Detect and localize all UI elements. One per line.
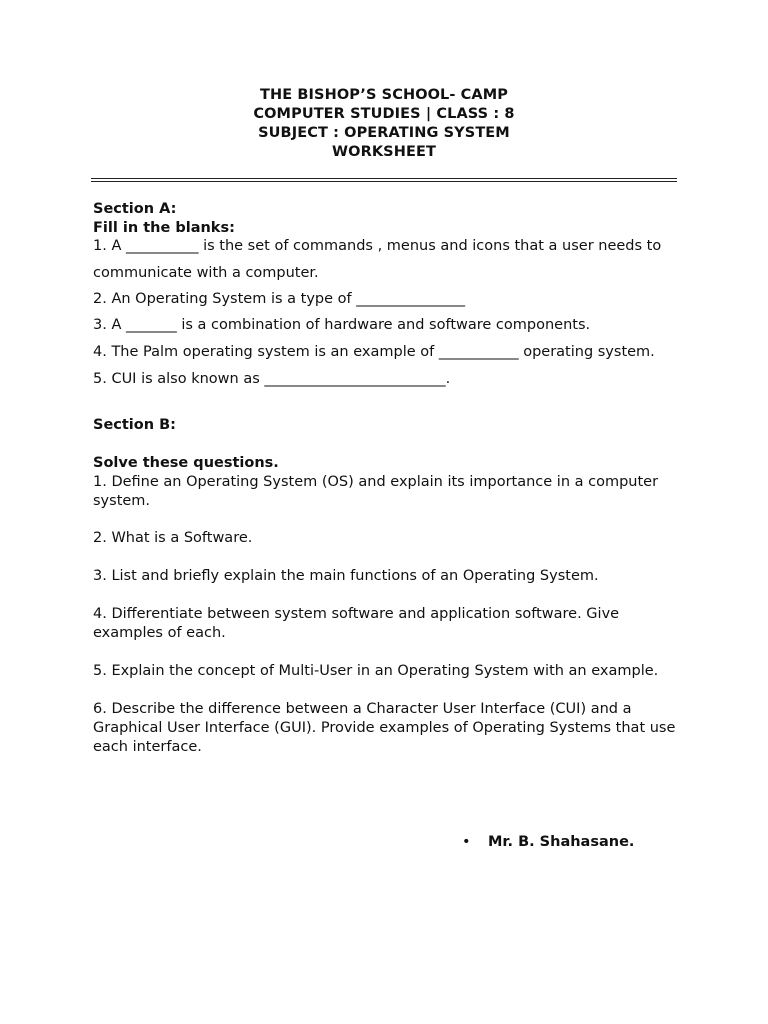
section-b-q4: 4. Differentiate between system software and application software. Give examples of each.: [93, 606, 620, 641]
bullet-icon: •: [462, 834, 471, 850]
section-a-instruction: Fill in the blanks:: [93, 220, 235, 236]
section-b-instruction: Solve these questions.: [93, 455, 279, 471]
section-b-q6: 6. Describe the difference between a Character User Interface (CUI) and a Graphical User Interface (GUI). Provide examples of Operating Systems that use each interface.: [93, 701, 676, 755]
teacher-signature: [462, 833, 634, 852]
section-a-q1-line2: communicate with a computer.: [93, 265, 319, 281]
section-b-q5: 5. Explain the concept of Multi-User in an Operating System with an example.: [93, 663, 659, 679]
subject-line: SUBJECT : OPERATING SYSTEM: [258, 125, 510, 141]
section-b-title: Section B:: [93, 417, 176, 433]
document-header: [0, 86, 768, 162]
school-name: THE BISHOP’S SCHOOL- CAMP: [260, 87, 508, 103]
section-b-q2: 2. What is a Software.: [93, 530, 253, 546]
section-a-q2: 2. An Operating System is a type of _______________: [93, 291, 465, 307]
worksheet-title: WORKSHEET: [332, 144, 436, 160]
section-a-q5: 5. CUI is also known as _________________________.: [93, 371, 451, 387]
header-divider-bottom: [91, 181, 677, 182]
section-a-title: Section A:: [93, 201, 177, 217]
section-a-q4: 4. The Palm operating system is an example of ___________ operating system.: [93, 344, 655, 360]
header-divider-top: [91, 178, 677, 179]
section-b-q3: 3. List and briefly explain the main functions of an Operating System.: [93, 568, 599, 584]
class-line: COMPUTER STUDIES | CLASS : 8: [253, 106, 515, 122]
section-b-q1: 1. Define an Operating System (OS) and explain its importance in a computer system.: [93, 474, 659, 509]
teacher-name: Mr. B. Shahasane.: [488, 834, 635, 850]
section-a-q3: 3. A _______ is a combination of hardware and software components.: [93, 317, 591, 333]
section-a-q1-line1: 1. A __________ is the set of commands , menus and icons that a user needs to: [93, 238, 662, 254]
